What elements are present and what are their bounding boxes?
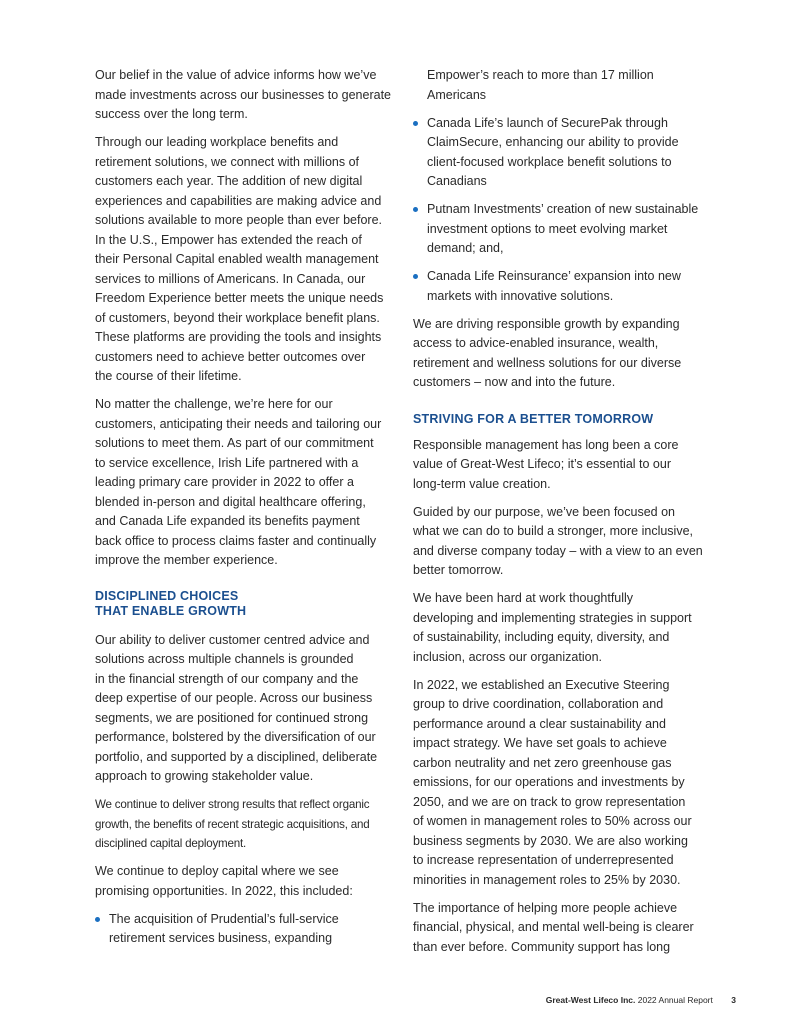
text-line: the course of their lifetime. [95,369,242,383]
text-line: and diverse company today – with a view to an even [413,543,703,558]
bullet-continuation [413,66,718,105]
text-line: We continue to deliver strong results that reflect organic [95,798,370,811]
footer-report: 2022 Annual Report [637,995,713,1005]
paragraph [413,899,718,958]
text-line: group to drive coordination, collaboration and [413,697,664,711]
text-line: deep expertise of our people. Across our business [95,691,373,705]
text-line: of customers, beyond their workplace benefit plans. [95,310,380,325]
text-line: client-focused workplace benefit solutions to [427,154,672,169]
heading-line: THAT ENABLE GROWTH [95,603,247,618]
text-line: in the financial strength of our company and the [95,671,359,686]
text-line: Empower’s reach to more than 17 million [427,68,654,82]
text-line: impact strategy. We have set goals to achieve [413,736,667,750]
section-heading-disciplined-choices [95,589,400,619]
text-line: Our belief in the value of advice informs how we’ve [95,68,377,82]
paragraph [95,631,400,787]
text-line: Americans [427,87,487,102]
text-line: investment options to meet evolving market [427,221,668,236]
text-line: customers, anticipating their needs and tailoring our [95,416,382,431]
bullet-dot-icon [95,917,100,922]
paragraph [95,862,400,901]
footer-company: Great-West Lifeco Inc. [545,995,636,1005]
text-line: We continue to deploy capital where we see [95,864,339,878]
text-line: their Personal Capital enabled wealth management [95,252,379,266]
bullet-item [413,114,718,192]
text-line: The acquisition of Prudential’s full-service [109,911,339,926]
text-line: These platforms are providing the tools and insights [95,330,382,344]
text-line: Freedom Experience better meets the unique needs [95,291,384,305]
text-line: solutions available to more people than ever before. [95,213,382,227]
text-line: promising opportunities. In 2022, this included: [95,883,353,898]
text-line: customers – now and into the future. [413,375,616,389]
text-line: inclusion, across our organization. [413,649,602,664]
text-line: what we can do to build a stronger, more inclusive, [413,524,694,538]
text-line: developing and implementing strategies in support [413,610,692,625]
paragraph [95,795,400,854]
text-line: performance, bolstered by the diversification of our [95,730,376,744]
text-line: We have been hard at work thoughtfully [413,591,634,605]
text-line: long-term value creation. [413,476,551,491]
bullet-item [413,267,718,306]
text-line: Putnam Investments’ creation of new sustainable [427,202,699,216]
text-line: portfolio, and supported by a disciplined, deliberate [95,749,378,764]
text-line: Canada Life Reinsurance’ expansion into new [427,269,681,283]
paragraph [413,503,718,581]
text-line: customers need to achieve better outcomes over [95,349,366,364]
text-line: growth, the benefits of recent strategic acquisitions, and [95,817,370,831]
text-line: success over the long term. [95,107,248,121]
paragraph [95,133,400,387]
text-line: minorities in management roles to 25% by 2030. [413,872,681,887]
text-line: solutions across multiple channels is grounded [95,652,354,666]
paragraph [95,395,400,571]
text-line: of sustainability, including equity, diversity, and [413,630,670,644]
bullet-dot-icon [413,121,418,126]
text-line: Our ability to deliver customer centred advice and [95,632,370,647]
text-line: Canada Life’s launch of SecurePak through [427,115,668,130]
text-line: retirement solutions, we connect with millions of [95,154,360,169]
text-line: markets with innovative solutions. [427,288,614,303]
text-line: segments, we are positioned for continued strong [95,710,369,725]
section-heading-striving [413,412,718,427]
paragraph [413,436,718,495]
text-line: back office to process claims faster and continually [95,533,377,548]
text-line: made investments across our businesses to generate [95,87,391,102]
paragraph [413,676,718,891]
text-line: performance around a clear sustainability and [413,716,666,731]
text-line: business segments by 2030. We are also working [413,833,688,848]
text-line: and Canada Life expanded its benefits payment [95,514,360,528]
text-line: than ever before. Community support has long [413,939,671,954]
text-line: The importance of helping more people achieve [413,900,678,915]
right-column [413,66,718,966]
text-line: demand; and, [427,241,504,255]
text-line: value of Great-West Lifeco; it’s essential to our [413,457,671,471]
text-line: financial, physical, and mental well-being is clearer [413,920,694,934]
text-line: better tomorrow. [413,563,504,577]
text-line: solutions to meet them. As part of our commitment [95,436,374,450]
text-line: In the U.S., Empower has extended the reach of [95,232,362,247]
page-number: 3 [731,995,736,1005]
bullet-item [413,200,718,259]
text-line: experiences and capabilities are making advice and [95,193,382,208]
text-line: Responsible management has long been a core [413,437,679,452]
text-line: We are driving responsible growth by expanding [413,316,680,331]
text-line: Guided by our purpose, we’ve been focused on [413,504,675,519]
heading-line: STRIVING FOR A BETTER TOMORROW [413,411,654,426]
paragraph [413,315,718,393]
bullet-item [95,910,400,949]
text-line: leading primary care provider in 2022 to offer a [95,475,354,489]
text-line: No matter the challenge, we’re here for our [95,397,333,411]
text-line: disciplined capital deployment. [95,837,247,850]
text-line: access to advice-enabled insurance, wealth, [413,336,659,350]
page-footer [546,995,736,1005]
text-line: carbon neutrality and net zero greenhouse gas [413,755,672,770]
text-line: services to millions of Americans. In Canada, our [95,271,366,286]
text-line: blended in-person and digital healthcare offering, [95,494,366,509]
text-line: Canadians [427,174,487,188]
text-line: Through our leading workplace benefits and [95,135,339,149]
text-line: In 2022, we established an Executive Steering [413,677,670,692]
text-line: ClaimSecure, enhancing our ability to provide [427,135,679,149]
paragraph [413,589,718,667]
text-line: of women in management roles to 50% across our [413,814,692,828]
text-line: 2050, and we are on track to grow representation [413,794,686,809]
bullet-dot-icon [413,207,418,212]
heading-line: DISCIPLINED CHOICES [95,588,239,603]
left-column [95,66,400,949]
text-line: approach to growing stakeholder value. [95,769,314,783]
bullet-dot-icon [413,274,418,279]
text-line: customers each year. The addition of new digital [95,174,363,188]
text-line: to increase representation of underrepresented [413,853,674,867]
text-line: emissions, for our operations and investments by [413,775,685,789]
paragraph [95,66,400,125]
text-line: to service excellence, Irish Life partnered with a [95,455,359,470]
text-line: retirement services business, expanding [109,931,333,945]
text-line: retirement and wellness solutions for our diverse [413,355,682,370]
text-line: improve the member experience. [95,553,278,567]
